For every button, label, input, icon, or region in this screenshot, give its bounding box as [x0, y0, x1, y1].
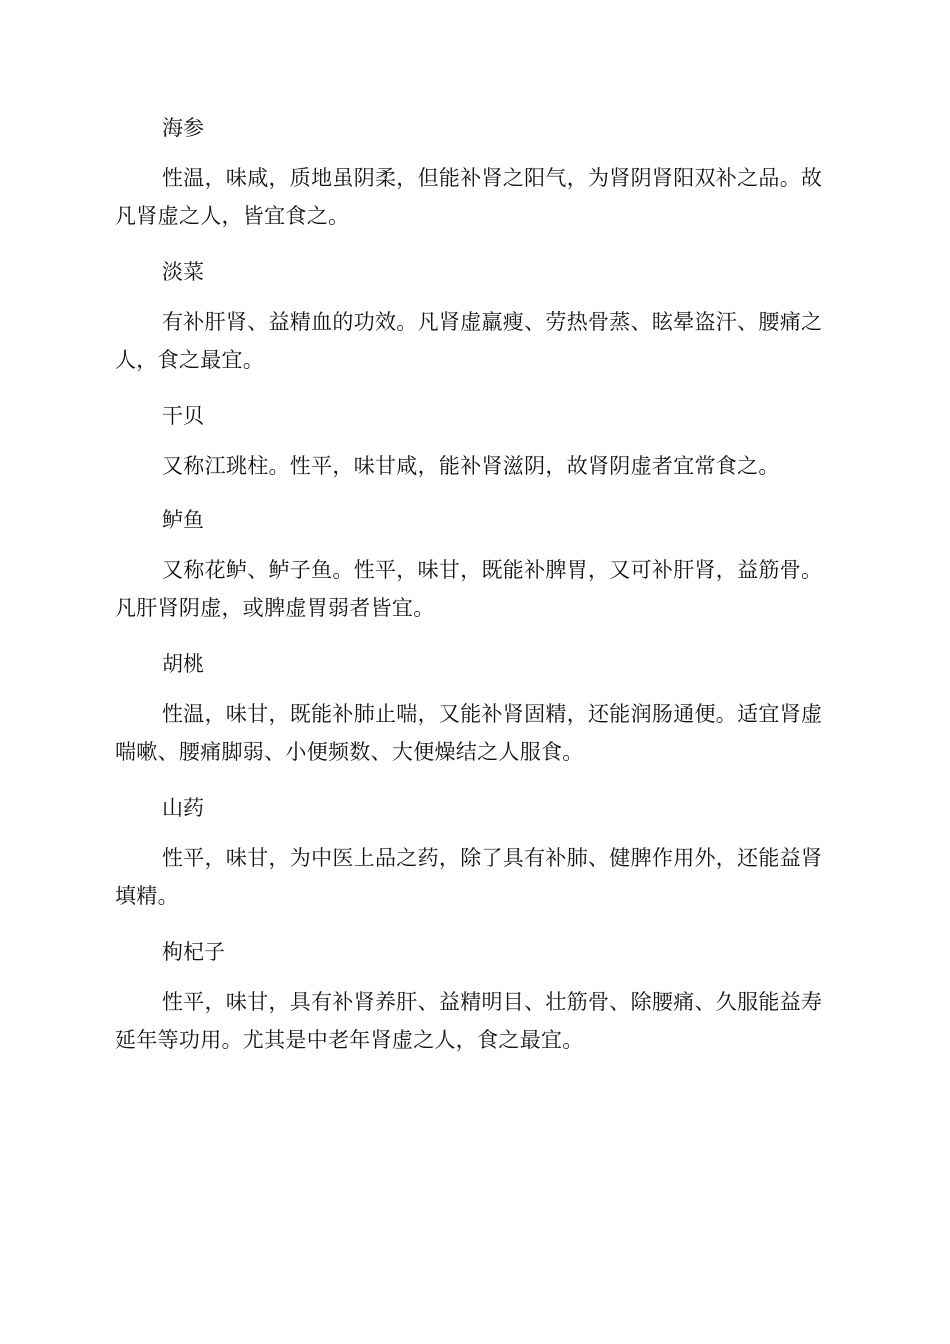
entry-description: 性平，味甘，为中医上品之药，除了具有补肺、健脾作用外，还能益肾填精。 — [115, 846, 823, 908]
entry-description: 又称花鲈、鲈子鱼。性平，味甘，既能补脾胃，又可补肝肾，益筋骨。凡肝肾阴虚，或脾虚胃弱者皆宜。 — [115, 558, 823, 620]
entry-heading: 枸杞子 — [162, 940, 225, 964]
entry-ganbei — [115, 396, 833, 485]
document-page — [115, 108, 833, 1076]
entry-description: 性温，味咸，质地虽阴柔，但能补肾之阳气，为肾阴肾阳双补之品。故凡肾虚之人，皆宜食之。 — [115, 166, 823, 228]
entry-dancai — [115, 252, 833, 379]
entry-luyu — [115, 500, 833, 627]
entry-heading: 海参 — [162, 116, 204, 140]
entry-heading: 干贝 — [162, 404, 204, 428]
entry-shanyao — [115, 788, 833, 915]
entry-heading: 鲈鱼 — [162, 508, 204, 532]
entry-description: 性平，味甘，具有补肾养肝、益精明目、壮筋骨、除腰痛、久服能益寿延年等功用。尤其是中老年肾虚之人，食之最宜。 — [115, 990, 823, 1052]
entry-heading: 淡菜 — [162, 260, 204, 284]
entry-hutao — [115, 644, 833, 771]
entry-gouqizi — [115, 932, 833, 1059]
entry-heading: 山药 — [162, 796, 204, 820]
entry-description: 有补肝肾、益精血的功效。凡肾虚羸瘦、劳热骨蒸、眩晕盗汗、腰痛之人，食之最宜。 — [115, 310, 823, 372]
entry-heading: 胡桃 — [162, 652, 204, 676]
entry-description: 性温，味甘，既能补肺止喘，又能补肾固精，还能润肠通便。适宜肾虚喘嗽、腰痛脚弱、小便频数、大便燥结之人服食。 — [115, 702, 823, 764]
entry-haishen — [115, 108, 833, 235]
entry-description: 又称江珧柱。性平，味甘咸，能补肾滋阴，故肾阴虚者宜常食之。 — [162, 454, 780, 478]
